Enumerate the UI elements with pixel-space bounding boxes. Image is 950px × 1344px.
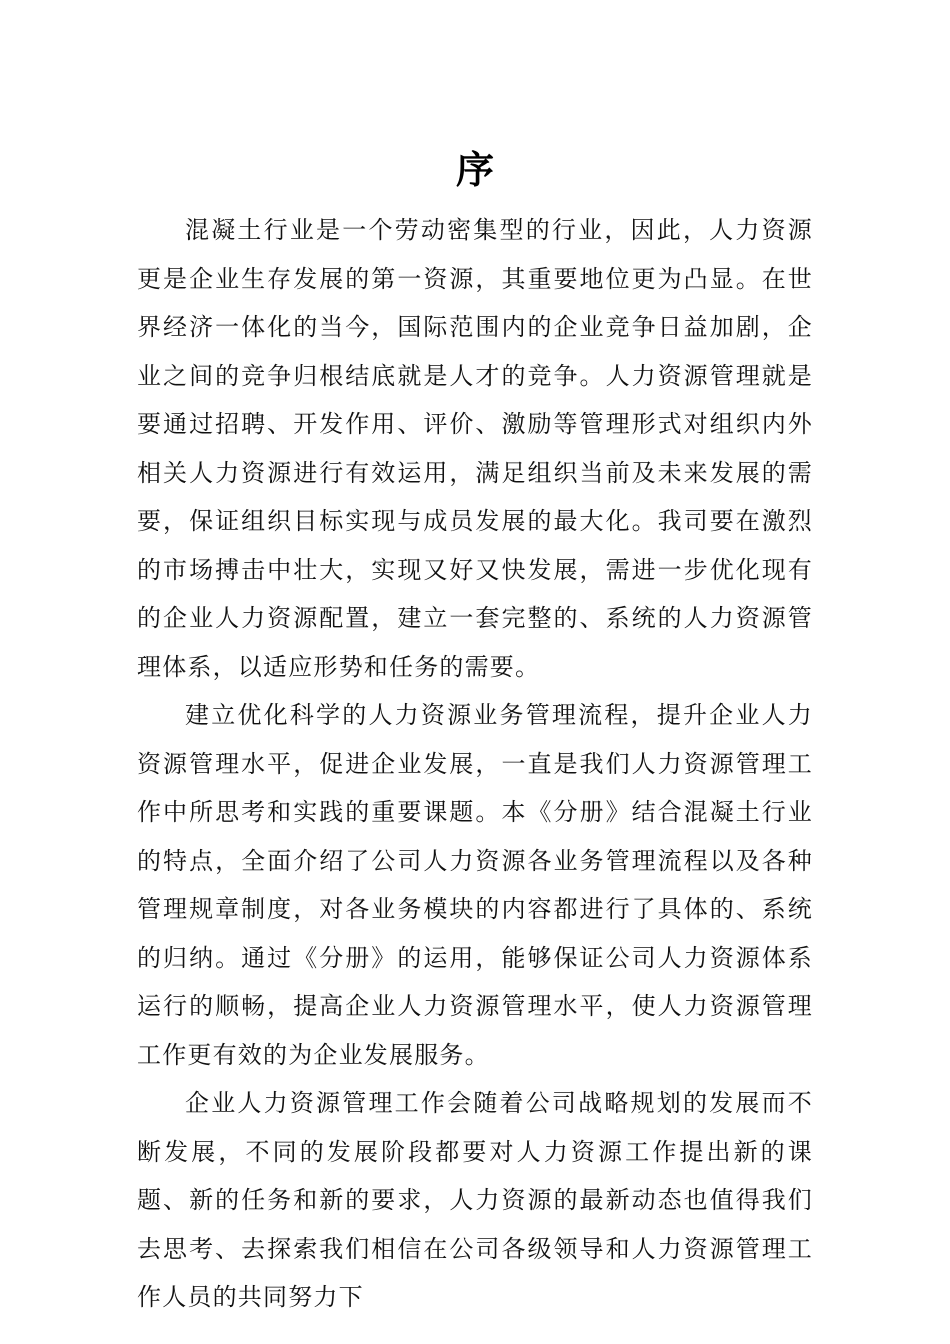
paragraph-2: 建立优化科学的人力资源业务管理流程，提升企业人力资源管理水平，促进企业发展，一直是我们人力资源管理工作中所思考和实践的重要课题。本《分册》结合混凝土行业的特点，全面介绍了公司人力资源各业务管理流程以及各种管理规章制度，对各业务模块的内容都进行了具体的、系统的归纳。通过《分册》的运用，能够保证公司人力资源体系运行的顺畅，提高企业人力资源管理水平，使人力资源管理工作更有效的为企业发展服务。 [137, 701, 813, 1069]
paragraph-3: 企业人力资源管理工作会随着公司战略规划的发展而不断发展，不同的发展阶段都要对人力资源工作提出新的课题、新的任务和新的要求，人力资源的最新动态也值得我们去思考、去探索我们相信在公司各级领导和人力资源管理工作人员的共同努力下 [137, 1089, 813, 1311]
paragraph-1: 混凝土行业是一个劳动密集型的行业，因此，人力资源更是企业生存发展的第一资源，其重要地位更为凸显。在世界经济一体化的当今，国际范围内的企业竞争日益加剧，企业之间的竞争归根结底就是人才的竞争。人力资源管理就是要通过招聘、开发作用、评价、激励等管理形式对组织内外相关人力资源进行有效运用，满足组织当前及未来发展的需要，保证组织目标实现与成员发展的最大化。我司要在激烈的市场搏击中壮大，实现又好又快发展，需进一步优化现有的企业人力资源配置，建立一套完整的、系统的人力资源管理体系，以适应形势和任务的需要。 [137, 216, 813, 681]
page-title: 序 [455, 148, 494, 192]
document-body [137, 206, 813, 1322]
